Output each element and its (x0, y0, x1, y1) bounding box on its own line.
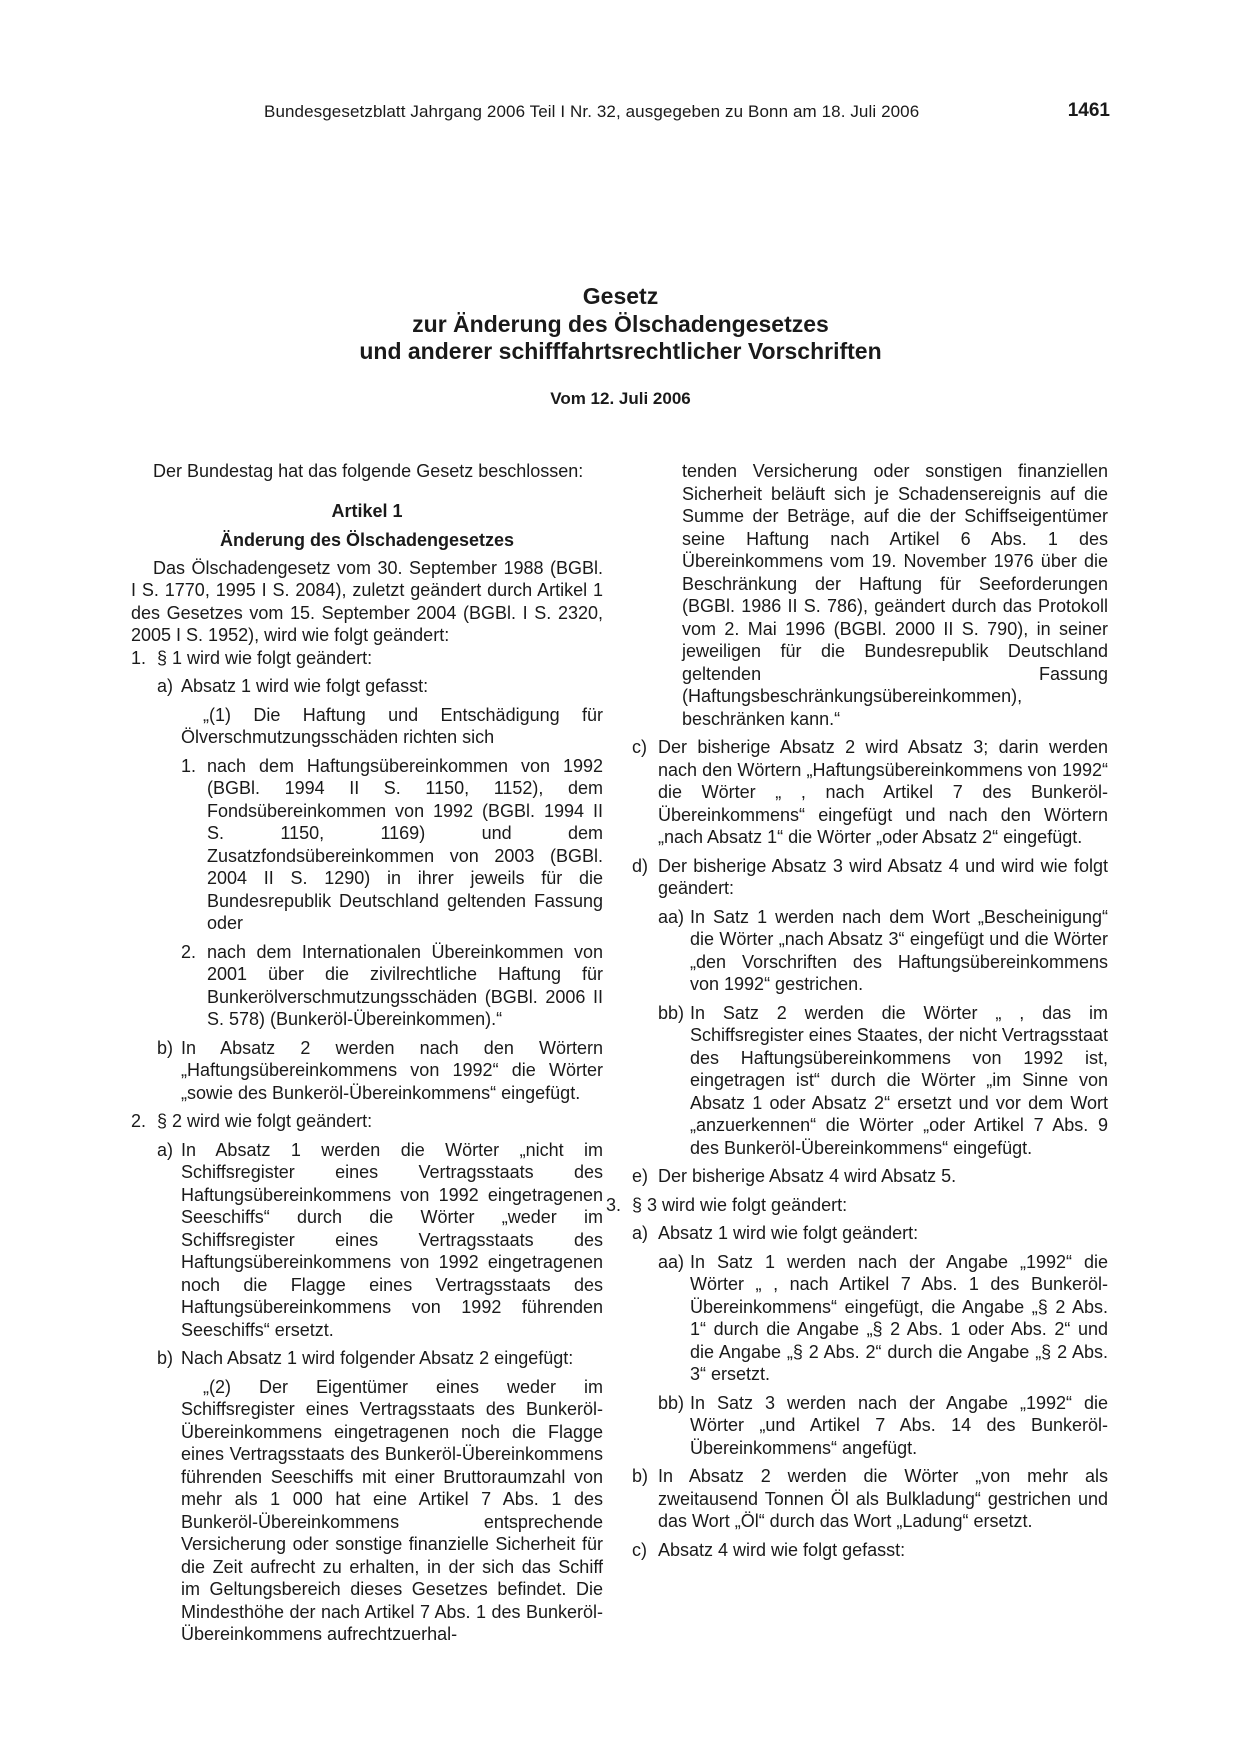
law-date: Vom 12. Juli 2006 (550, 389, 691, 408)
item-label: d) (632, 855, 649, 876)
list-item (632, 736, 1108, 849)
page-number: 1461 (1067, 100, 1110, 121)
list-item (632, 1251, 1108, 1386)
item-label: bb) (658, 1002, 685, 1023)
item-text: Absatz 1 wird wie folgt geändert: (658, 1223, 919, 1243)
item-label: aa) (658, 906, 685, 927)
list-item (131, 1139, 603, 1342)
list-item (131, 1110, 603, 1133)
item-label: b) (157, 1348, 174, 1368)
list-item (632, 1222, 1108, 1245)
item-text: Absatz 1 wird wie folgt gefasst: (181, 676, 429, 696)
list-item (131, 1347, 603, 1370)
right-column (606, 460, 1108, 1561)
item-text: In Absatz 1 werden die Wörter „nicht im Schiffsregister eines Vertragsstaats des Haftungsübereinkommens von 1992 eingetragenen Seeschiffs“ durch die Wörter „weder im Schiffsregister eines Vertragsstaats des Haftungsübereinkommens von 1992 eingetragenen noch die Flagge eines Vertragsstaats des Haftungsübereinkommens von 1992 führenden Seeschiffs“ ersetzt. (181, 1139, 603, 1340)
left-column (131, 460, 603, 1646)
item-label: 3. (606, 1194, 622, 1215)
list-item (632, 1465, 1108, 1533)
item-label: a) (157, 1139, 174, 1160)
item-text: Nach Absatz 1 wird folgender Absatz 2 eingefügt: (181, 1348, 574, 1368)
item-label: bb) (658, 1392, 685, 1413)
enactment-clause: Der Bundestag hat das folgende Gesetz beschlossen: (153, 461, 584, 481)
item-text: § 3 wird wie folgt geändert: (632, 1194, 848, 1215)
running-header (264, 100, 1110, 126)
quoted-paragraph: „(1) Die Haftung und Entschädigung für Ölverschmutzungsschäden richten sich (181, 704, 603, 747)
item-text: nach dem Haftungsübereinkommen von 1992 (BGBl. 1994 II S. 1150, 1152), dem Fondsübereinkommen von 1992 (BGBl. 1994 II S. 1150, 1169) und dem Zusatzfondsübereinkommen von 2003 (BGBl. 2004 II S. 1290) in ihrer jeweils für die Bundesrepublik Deutschland geltenden Fassung oder (207, 755, 603, 933)
item-label: 2. (131, 1111, 147, 1131)
item-text: In Absatz 2 werden nach den Wörtern „Haftungsübereinkommens von 1992“ die Wörter „sowie des Bunkeröl-Übereinkommens“ eingefügt. (181, 1037, 603, 1103)
item-label: a) (157, 676, 174, 696)
article-heading: Artikel 1 (331, 500, 403, 521)
item-text: In Absatz 2 werden die Wörter „von mehr als zweitausend Tonnen Öl als Bulkladung“ gestrichen und das Wort „Öl“ durch das Wort „Ladung“ ersetzt. (658, 1466, 1108, 1531)
item-label: 1. (131, 647, 147, 668)
list-item (632, 1002, 1108, 1160)
list-item (632, 1165, 1108, 1188)
item-label: e) (632, 1166, 649, 1186)
quoted-paragraph: „(2) Der Eigentümer eines weder im Schiffsregister eines Vertragsstaats des Bunkeröl-Übereinkommens eingetragenen noch die Flagge eines Vertragsstaats des Bunkeröl-Übereinkommens führenden Seeschiffs mit einer Bruttoraumzahl von mehr als 1 000 hat eine Artikel 7 Abs. 1 des Bunkeröl-Übereinkommens entsprechende Versicherung oder sonstige finanzielle Sicherheit für die Zeit aufrecht zu erhalten, in der sich das Schiff im Geltungsbereich dieses Gesetzes befindet. Die Mindesthöhe der nach Artikel 7 Abs. 1 des Bunkeröl-Übereinkommens aufrechtzuerhal- (181, 1376, 603, 1644)
item-text: § 2 wird wie folgt geändert: (157, 1111, 373, 1131)
item-text: § 1 wird wie folgt geändert: (157, 647, 373, 668)
list-item (131, 1037, 603, 1105)
item-label: 2. (181, 941, 197, 962)
item-text: nach dem Internationalen Übereinkommen von 2001 über die zivilrechtliche Haftung für Bunkerölverschmutzungsschäden (BGBl. 2006 II S. 578) (Bunkeröl-Übereinkommen).“ (207, 941, 603, 1029)
item-text: In Satz 3 werden nach der Angabe „1992“ die Wörter „und Artikel 7 Abs. 14 des Bunkeröl-Übereinkommens“ angefügt. (690, 1392, 1108, 1458)
item-label: a) (632, 1223, 649, 1243)
item-text: Der bisherige Absatz 2 wird Absatz 3; darin werden nach den Wörtern „Haftungsübereinkommens von 1992“ die Wörter „ , nach Artikel 7 des Bunkeröl-Übereinkommens“ eingefügt und nach den Wörtern „nach Absatz 1“ die Wörter „oder Absatz 2“ eingefügt. (658, 737, 1108, 847)
list-item (632, 855, 1108, 900)
article-subheading: Änderung des Ölschadengesetzes (219, 530, 515, 550)
article-intro: Das Ölschadengesetz vom 30. September 1988 (BGBl. I S. 1770, 1995 I S. 2084), zuletzt geändert durch Artikel 1 des Gesetzes vom 15. September 2004 (BGBl. I S. 2320, 2005 I S. 1952), wird wie folgt geändert: (131, 557, 603, 645)
item-text: Der bisherige Absatz 4 wird Absatz 5. (658, 1166, 957, 1186)
list-item (131, 755, 603, 935)
publication-line: Bundesgesetzblatt Jahrgang 2006 Teil I Nr. 32, ausgegeben zu Bonn am 18. Juli 2006 (264, 102, 920, 121)
item-label: c) (632, 737, 647, 757)
item-label: b) (157, 1037, 174, 1058)
list-item (632, 1392, 1108, 1460)
list-item (131, 941, 603, 1031)
title-line-2: zur Änderung des Ölschadengesetzes (412, 310, 829, 337)
item-label: aa) (658, 1251, 685, 1272)
list-item (632, 906, 1108, 996)
item-text: Der bisherige Absatz 3 wird Absatz 4 und wird wie folgt geändert: (658, 855, 1108, 898)
item-label: 1. (181, 755, 197, 776)
list-item (606, 1194, 1108, 1217)
continued-quote: tenden Versicherung oder sonstigen finanziellen Sicherheit beläuft sich je Schadensereignis auf die Summe der Beträge, auf die der Schiffseigentümer seine Haftung nach Artikel 6 Abs. 1 des Übereinkommens vom 19. November 1976 über die Beschränkung der Haftung für Seeforderungen (BGBl. 1986 II S. 786), geändert durch das Protokoll vom 2. Mai 1996 (BGBl. 2000 II S. 790), in seiner jeweiligen für die Bundesrepublik Deutschland geltenden Fassung (Haftungsbeschränkungsübereinkommen), beschränken kann.“ (682, 461, 1108, 729)
item-label: c) (632, 1539, 647, 1560)
list-item (131, 675, 603, 698)
title-line-3: und anderer schifffahrtsrechtlicher Vorschriften (359, 338, 882, 364)
list-item (131, 647, 603, 670)
item-text: Absatz 4 wird wie folgt gefasst: (658, 1539, 906, 1560)
list-item (632, 1539, 1108, 1562)
item-label: b) (632, 1466, 649, 1486)
item-text: In Satz 2 werden die Wörter „ , das im Schiffsregister eines Staates, der nicht Vertragsstaat des Haftungsübereinkommens von 1992 ist, eingetragen ist“ durch die Wörter „im Sinne von Absatz 1 oder Absatz 2“ ersetzt und vor dem Wort „anzuerkennen“ die Wörter „oder Artikel 7 Abs. 9 des Bunkeröl-Übereinkommens“ eingefügt. (690, 1002, 1108, 1158)
title-line-1: Gesetz (582, 283, 659, 309)
item-text: In Satz 1 werden nach dem Wort „Bescheinigung“ die Wörter „nach Absatz 3“ eingefügt und die Wörter „den Vorschriften des Haftungsübereinkommens von 1992“ gestrichen. (690, 906, 1108, 994)
law-title (0, 283, 1241, 366)
item-text: In Satz 1 werden nach der Angabe „1992“ die Wörter „ , nach Artikel 7 Abs. 1 des Bunkeröl-Übereinkommens“ eingefügt, die Angabe „§ 2 Abs. 1“ durch die Angabe „§ 2 Abs. 1 oder Abs. 2“ und die Angabe „§ 2 Abs. 2“ durch die Angabe „§ 2 Abs. 3“ ersetzt. (690, 1251, 1108, 1384)
